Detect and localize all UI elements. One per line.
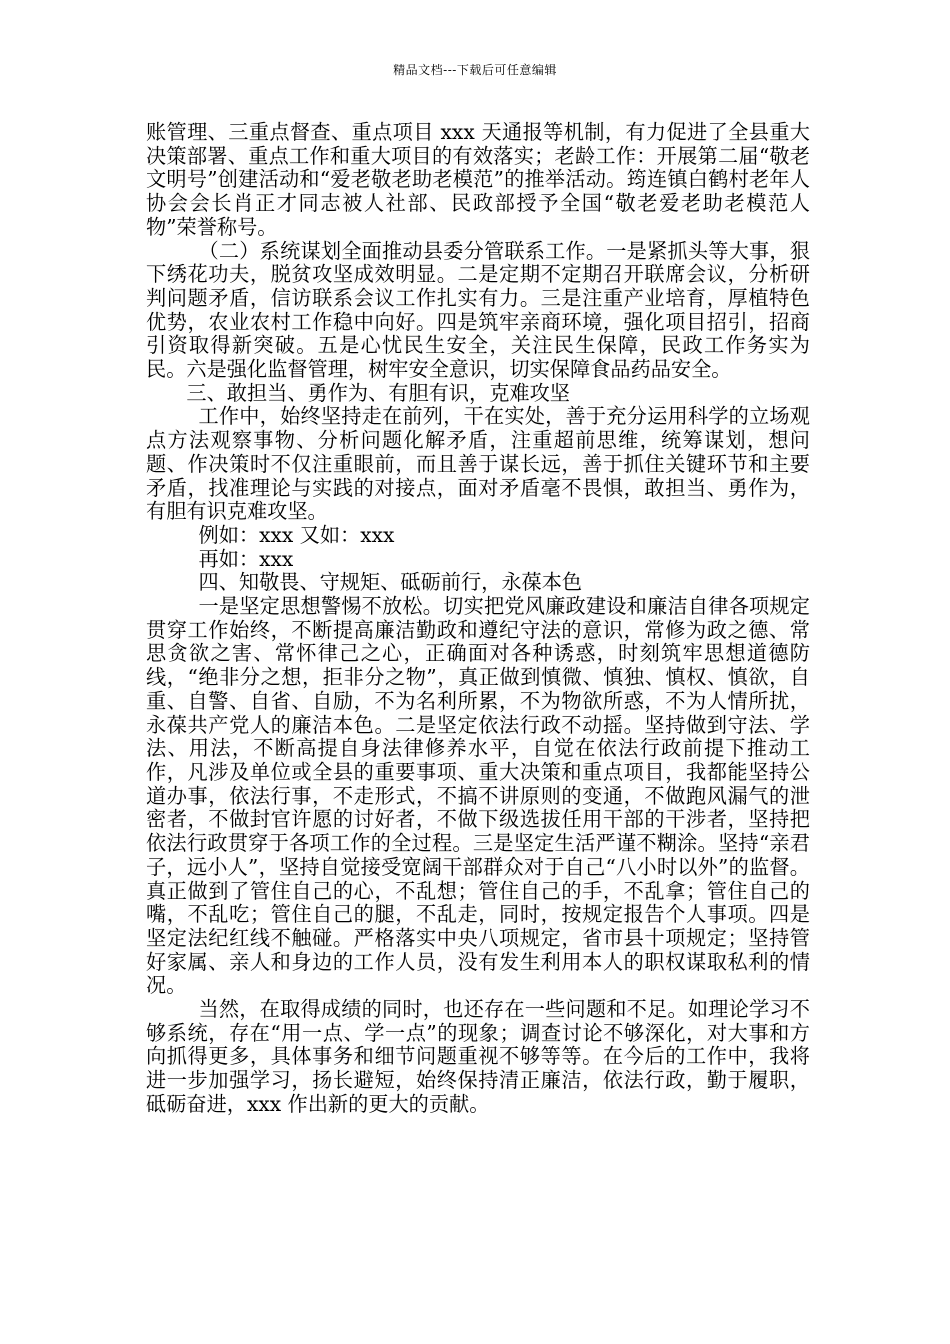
- paragraph-example-1: 例如：xxx 又如：xxx: [198, 522, 395, 547]
- paragraph-section-2: （二）系统谋划全面推动县委分管联系工作。一是紧抓头等大事，狠下绣花功夫，脱贫攻坚成效明显。二是定期不定期召开联席会议，分析研判问题矛盾，信访联系会议工作扎实有力。三是注重产业培育，厚植特色优势，农业农村工作稳中向好。四是筑牢亲商环境，强化项目招引，招商引资取得新突破。五是心忧民生安全，关注民生保障，民政工作务实为民。六是强化监督管理，树牢安全意识，切实保障食品药品安全。: [146, 238, 810, 382]
- paragraph-section-3-body: 工作中，始终坚持走在前列，干在实处，善于充分运用科学的立场观点方法观察事物、分析问题化解矛盾，注重超前思维，统筹谋划，想问题、作决策时不仅注重眼前，而且善于谋长远，善于抓住关键环节和主要矛盾，找准理论与实践的对接点，面对矛盾毫不畏惧，敢担当、勇作为，有胆有识克难攻坚。: [146, 404, 810, 524]
- paragraph-example-2: 再如：xxx: [198, 546, 294, 571]
- paragraph-conclusion: 当然，在取得成绩的同时，也还存在一些问题和不足。如理论学习不够系统，存在“用一点、学一点”的现象；调查讨论不够深化，对大事和方向抓得更多，具体事务和细节问题重视不够等等。在今后的工作中，我将进一步加强学习，扬长避短，始终保持清正廉洁，依法行政，勤于履职，砥砺奋进，xxx 作出新的更大的贡献。: [146, 997, 810, 1116]
- heading-section-4: 四、知敬畏、守规矩、砥砺前行，永葆本色: [198, 570, 583, 595]
- document-body: [146, 121, 810, 1117]
- paragraph-section-4-body: 一是坚定思想警惕不放松。切实把党风廉政建设和廉洁自律各项规定贯穿工作始终，不断提高廉洁勤政和遵纪守法的意识，常修为政之德、常思贪欲之害、常怀律己之心，正确面对各种诱惑，时刻筑牢思想道德防线，“绝非分之想，拒非分之物”，真正做到慎微、慎独、慎权、慎欲，自重、自警、自省、自励，不为名利所累，不为物欲所惑，不为人情所扰，永葆共产党人的廉洁本色。二是坚定依法行政不动摇。坚持做到守法、学法、用法，不断高提自身法律修养水平，自觉在依法行政前提下推动工作，凡涉及单位或全县的重要事项、重大决策和重点项目，我都能坚持公道办事，依法行事，不走形式，不搞不讲原则的变通，不做跑风漏气的泄密者，不做封官许愿的讨好者，不做下级选拔任用干部的干涉者，坚持把依法行政贯穿于各项工作的全过程。三是坚定生活严谨不糊涂。坚持“亲君子，远小人”，坚持自觉接受宽阔干部群众对于自己“八小时以外”的监督。真正做到了管住自己的心，不乱想；管住自己的手，不乱拿；管住自己的嘴，不乱吃；管住自己的腿，不乱走，同时，按规定报告个人事项。四是坚定法纪红线不触碰。严格落实中央八项规定，省市县十项规定；坚持管好家属、亲人和身边的工作人员，没有发生利用本人的职权谋取私利的情况。: [146, 594, 810, 998]
- heading-section-3: 三、敢担当、勇作为、有胆有识，克难攻坚: [186, 380, 570, 405]
- paragraph-continuation: 账管理、三重点督查、重点项目 xxx 天通报等机制，有力促进了全县重大决策部署、重点工作和重大项目的有效落实；老龄工作：开展第二届“敬老文明号”创建活动和“爱老敬老助老模范”的推举活动。筠连镇白鹤村老年人协会会长肖正才同志被人社部、民政部授予全国“敬老爱老助老模范人物”荣誉称号。: [146, 120, 810, 239]
- page-header: 精品文档---下载后可任意编辑: [393, 63, 557, 77]
